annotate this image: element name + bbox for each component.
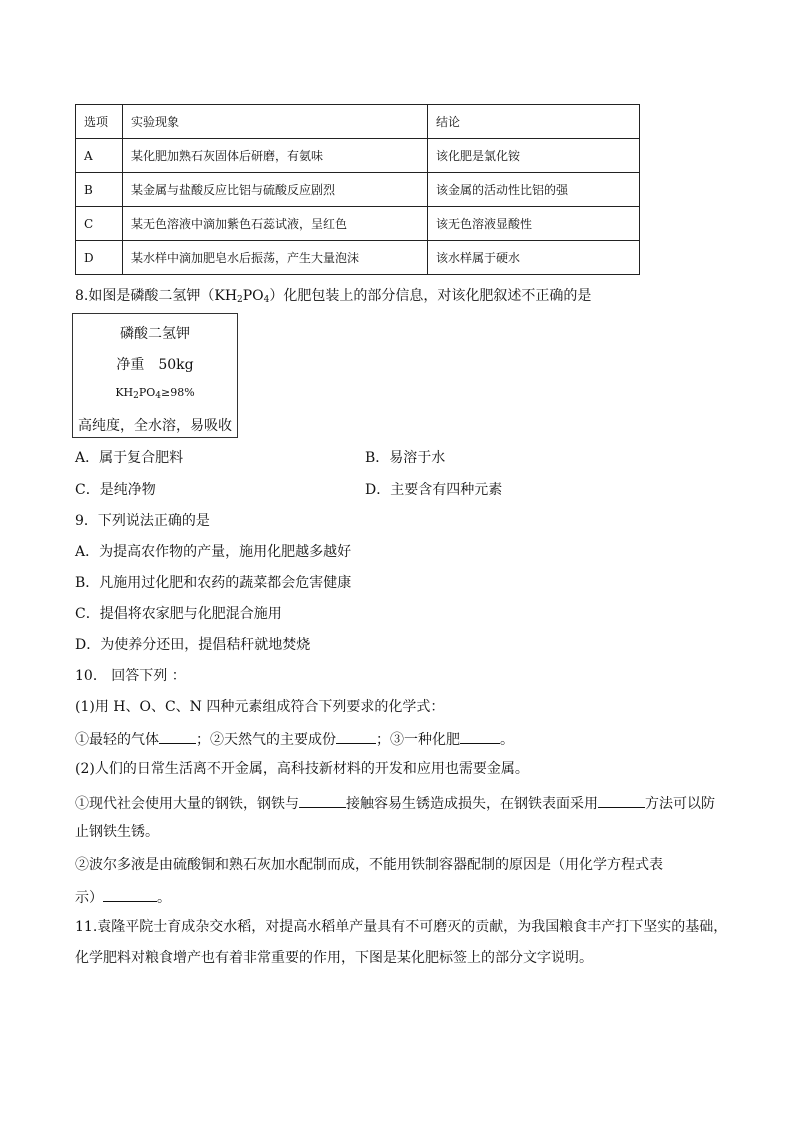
answer-blank[interactable] — [103, 887, 157, 902]
label-properties: 高纯度，全水溶，易吸收 — [78, 418, 232, 434]
label-product-name: 磷酸二氢钾 — [120, 326, 190, 342]
table-row — [76, 241, 640, 275]
q8-sub-2: 2 — [237, 295, 243, 305]
table-cell: 某水样中滴加肥皂水后振荡，产生大量泡沫 — [123, 241, 428, 275]
label-formula — [73, 386, 237, 399]
table-cell: A — [76, 139, 123, 173]
q10-blank-prompt-3: ；③一种化肥 — [376, 732, 460, 748]
q10-part-1: (1)用 H、O、C、N 四种元素组成符合下列要求的化学式： — [75, 699, 445, 715]
q10-p4-text-1: ①现代社会使用大量的钢铁，钢铁与 — [75, 796, 299, 812]
answer-blank[interactable] — [336, 729, 376, 744]
question-9-stem: 9．下列说法正确的是 — [75, 513, 210, 529]
table-cell: 某金属与盐酸反应比铝与硫酸反应剧烈 — [123, 173, 428, 207]
q10-p7-text-1: 示） — [75, 890, 103, 906]
table-row — [76, 173, 640, 207]
q10-p4-text-3: 方法可以防 — [645, 796, 715, 812]
q8-sub-4: 4 — [263, 295, 270, 305]
q8-option-b[interactable]: B．易溶于水 — [365, 450, 446, 466]
table-cell: 实验现象 — [123, 105, 428, 139]
fertilizer-label-box — [72, 313, 238, 438]
table-row — [76, 207, 640, 241]
table-cell: 某无色溶液中滴加紫色石蕊试液，呈红色 — [123, 207, 428, 241]
q10-p7-text-2: 。 — [157, 890, 171, 906]
table-cell: C — [76, 207, 123, 241]
label-formula-mid: PO — [138, 386, 156, 399]
q8-stem-prefix: 8.如图是磷酸二氢钾（KH — [75, 288, 238, 304]
table-cell: 某化肥加熟石灰固体后研磨，有氨味 — [123, 139, 428, 173]
table-cell: 选项 — [76, 105, 123, 139]
label-formula-sub2: 2 — [133, 391, 139, 401]
answer-blank[interactable] — [299, 793, 346, 808]
table-cell: 该金属的活动性比铝的强 — [428, 173, 640, 207]
q10-part-2: (2)人们的日常生活离不开金属，高科技新材料的开发和应用也需要金属。 — [75, 761, 529, 777]
q8-stem-suffix: ）化肥包装上的部分信息，对该化肥叙述不正确的是 — [269, 288, 592, 304]
table-header-row — [76, 105, 640, 139]
label-formula-sub4: 4 — [155, 391, 162, 401]
q10-blank-prompt-1: ①最轻的气体 — [75, 732, 159, 748]
answer-blank[interactable] — [460, 729, 500, 744]
experiment-table — [75, 104, 640, 275]
table-cell: 该无色溶液显酸性 — [428, 207, 640, 241]
label-net-weight: 净重 50kg — [116, 357, 194, 373]
q10-part-1-blanks — [75, 729, 514, 749]
q10-part-2-line1 — [75, 793, 715, 813]
table-cell: B — [76, 173, 123, 207]
q10-part-2-line2: 止钢铁生锈。 — [75, 824, 159, 840]
q10-part-2-line4 — [75, 887, 171, 907]
label-formula-post: ≥98% — [161, 386, 195, 399]
question-10-stem: 10． 回答下列 ： — [75, 668, 186, 684]
q10-blank-end: 。 — [500, 732, 514, 748]
q9-option-c[interactable]: C．提倡将农家肥与化肥混合施用 — [75, 606, 282, 622]
table-cell: 该水样属于硬水 — [428, 241, 640, 275]
q8-option-a[interactable]: A．属于复合肥料 — [75, 450, 184, 466]
q8-option-c[interactable]: C．是纯净物 — [75, 482, 156, 498]
answer-blank[interactable] — [159, 729, 196, 744]
table-row — [76, 139, 640, 173]
label-formula-pre: KH — [115, 386, 134, 399]
question-11-line1: 11.袁隆平院士育成杂交水稻，对提高水稻单产量具有不可磨灭的贡献，为我国粮食丰产打下坚实的基础， — [75, 919, 728, 935]
table-cell: D — [76, 241, 123, 275]
table-cell: 该化肥是氯化铵 — [428, 139, 640, 173]
question-8-stem — [75, 287, 591, 305]
question-11-line2: 化学肥料对粮食增产也有着非常重要的作用，下图是某化肥标签上的部分文字说明。 — [75, 950, 593, 966]
q9-option-b[interactable]: B．凡施用过化肥和农药的蔬菜都会危害健康 — [75, 575, 352, 591]
q9-option-a[interactable]: A．为提高农作物的产量，施用化肥越多越好 — [75, 544, 352, 560]
q10-part-2-line3: ②波尔多液是由硫酸铜和熟石灰加水配制而成，不能用铁制容器配制的原因是（用化学方程式表 — [75, 857, 663, 873]
answer-blank[interactable] — [598, 793, 645, 808]
q9-option-d[interactable]: D．为使养分还田，提倡秸秆就地焚烧 — [75, 637, 311, 653]
q10-blank-prompt-2: ；②天然气的主要成份 — [196, 732, 336, 748]
q8-option-d[interactable]: D．主要含有四种元素 — [365, 482, 503, 498]
q8-stem-mid: PO — [242, 288, 264, 304]
table-cell: 结论 — [428, 105, 640, 139]
q10-p4-text-2: 接触容易生锈造成损失，在钢铁表面采用 — [346, 796, 598, 812]
